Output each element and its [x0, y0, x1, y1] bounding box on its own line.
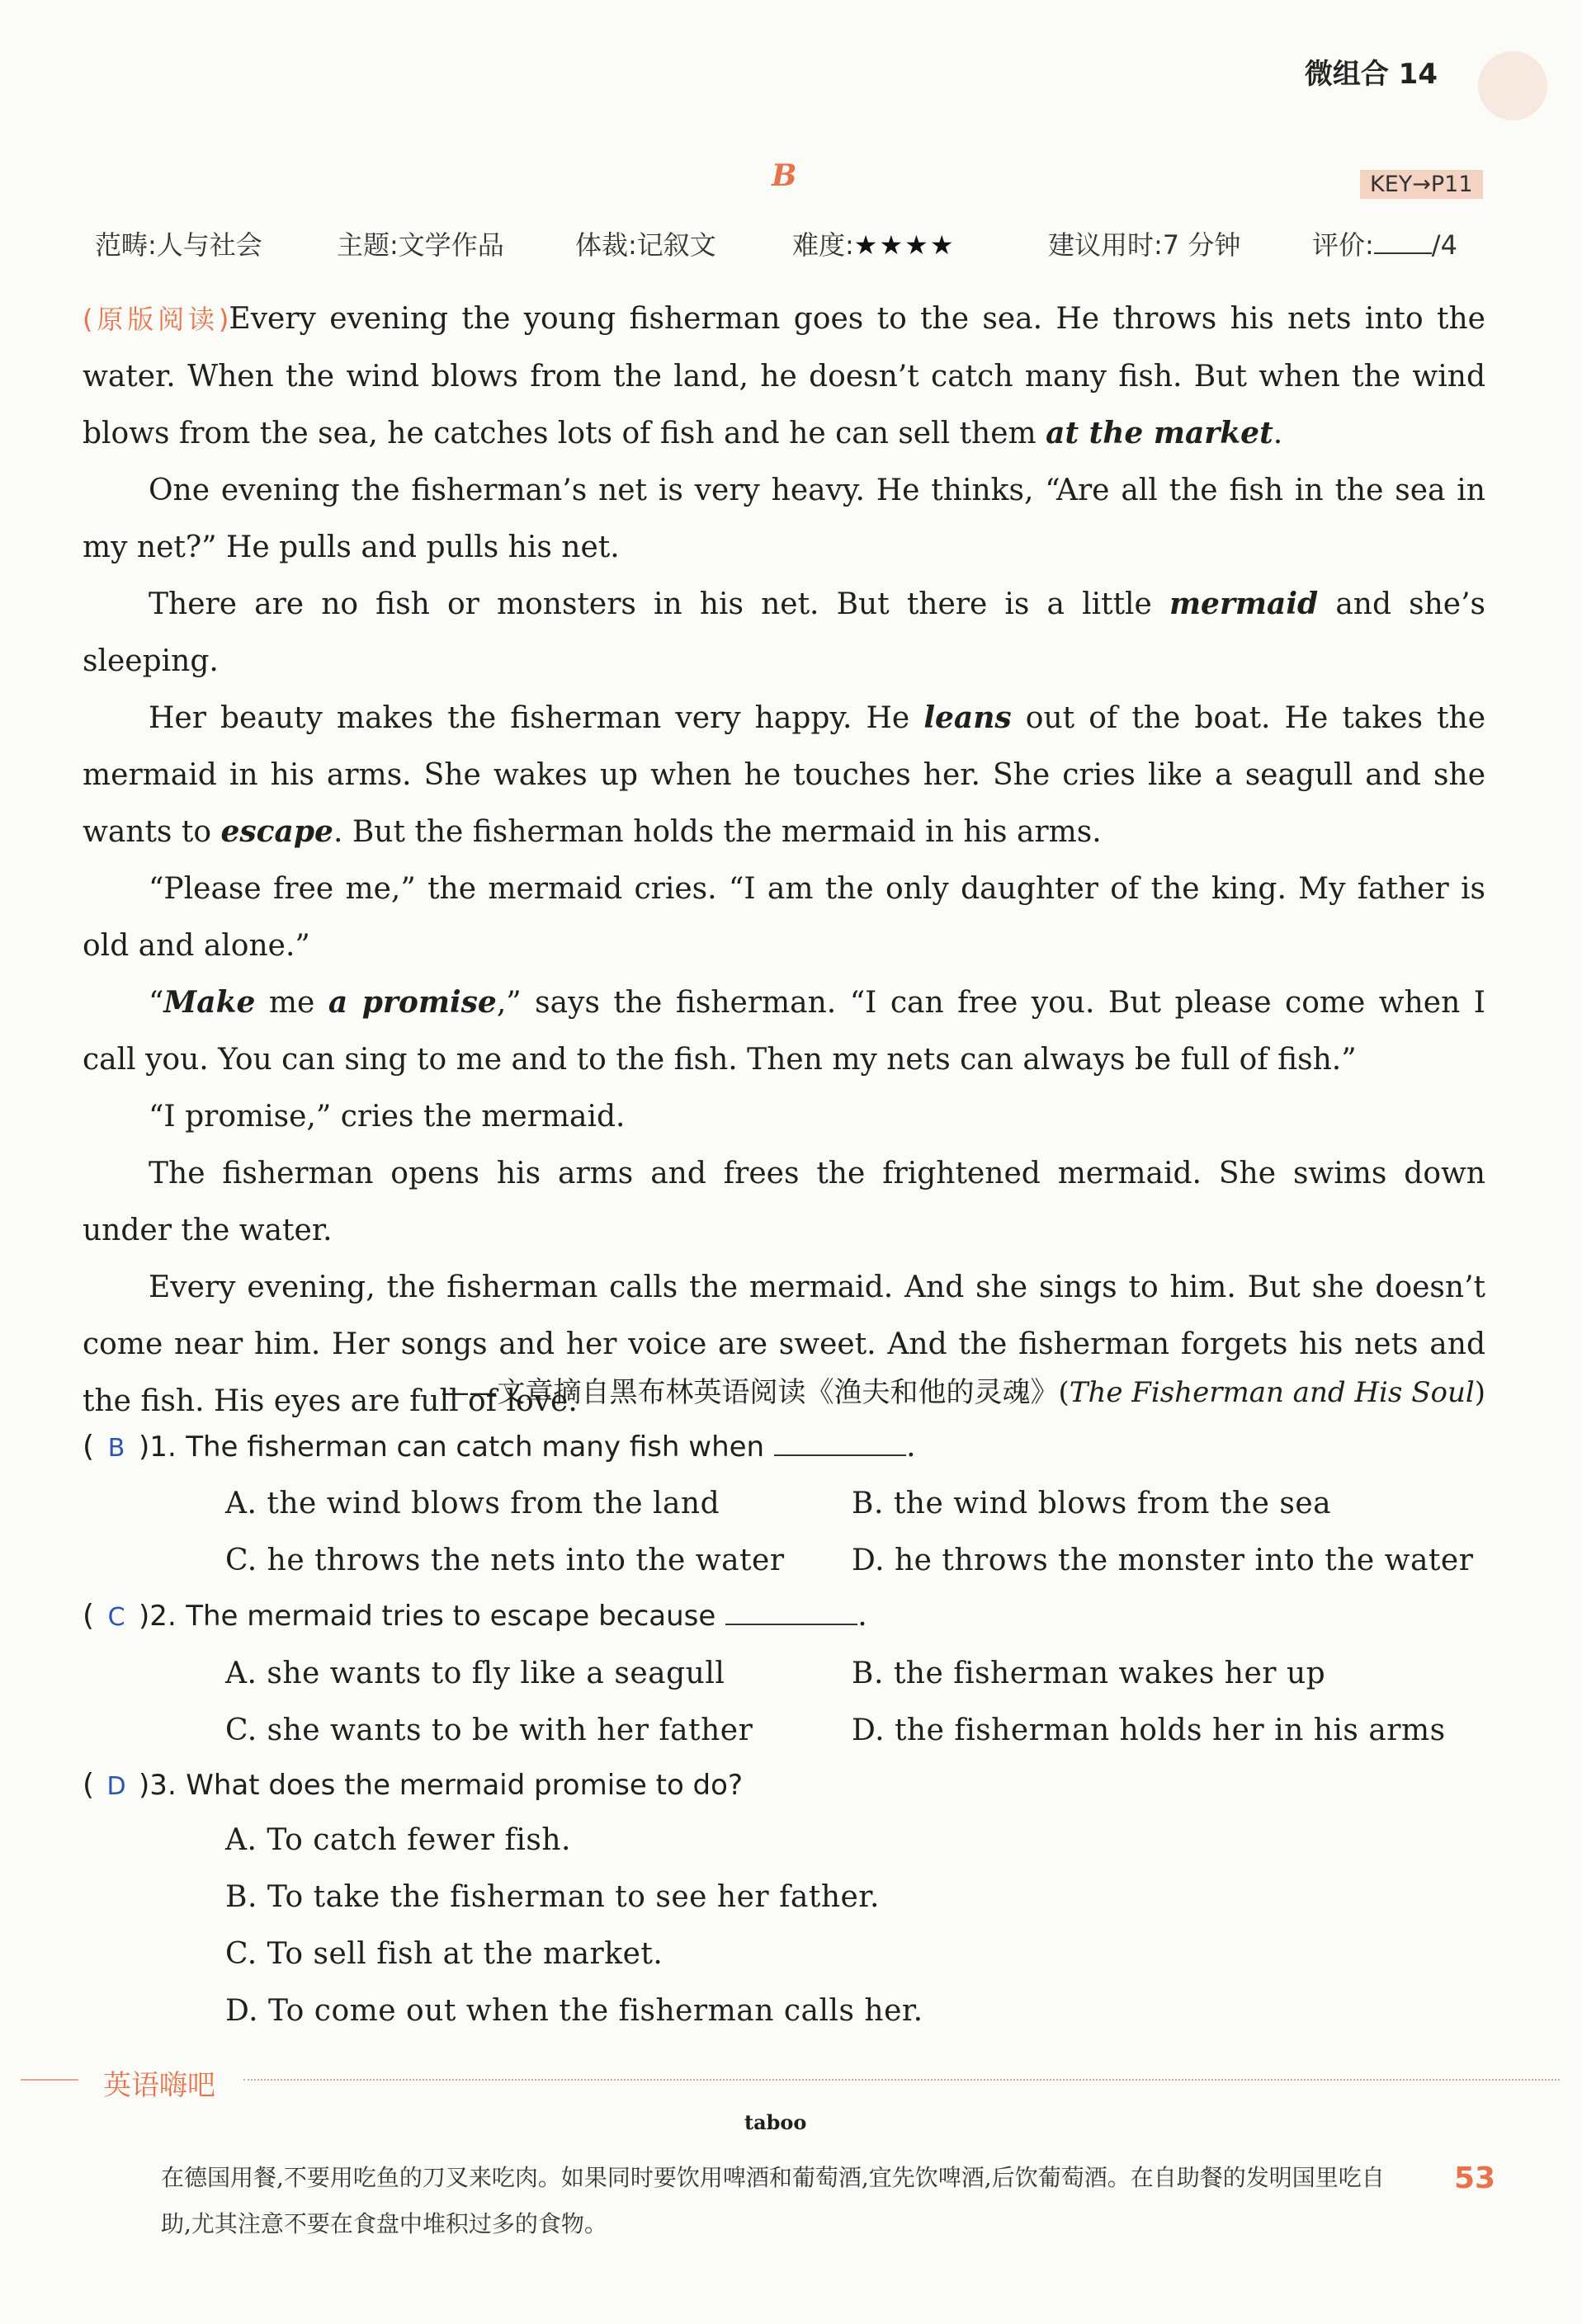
- question-1: ( B )1. The fisherman can catch many fish when .: [83, 1430, 916, 1464]
- answer-mark[interactable]: B: [107, 1434, 125, 1463]
- question-2: ( C )2. The mermaid tries to escape because .: [83, 1599, 867, 1633]
- citation-prefix: ——文章摘自黑布林英语阅读《渔夫和他的灵魂》(: [441, 1376, 1070, 1409]
- option-c[interactable]: C. To sell fish at the market.: [225, 1937, 663, 1971]
- question-end: .: [857, 1599, 867, 1633]
- paragraph-1: [83, 290, 1485, 462]
- paragraph-text: “: [149, 986, 164, 1020]
- option-b[interactable]: B. the fisherman wakes her up: [852, 1657, 1326, 1690]
- paragraph-6: [83, 974, 1485, 1088]
- paragraph-text: There are no fish or monsters in his net. But there is a little: [149, 587, 1169, 621]
- footer-divider-left: [21, 2079, 78, 2081]
- paragraph-text: Every evening the young fisherman goes to the sea. He throws his nets into the water. When the wind blows from the land, he doesn’t catch many fish. But when the wind blows from the sea, he catches lots of fish and he can sell them: [83, 302, 1485, 450]
- question-stem: The mermaid tries to escape because: [186, 1600, 716, 1633]
- question-stem: The fisherman can catch many fish when: [186, 1431, 765, 1464]
- keyword: at the market: [1046, 416, 1273, 450]
- score-label: 评价:: [1312, 229, 1374, 261]
- option-d[interactable]: D. the fisherman holds her in his arms: [852, 1714, 1446, 1747]
- page-number: 53: [1454, 2161, 1496, 2195]
- source-citation: [442, 1369, 1486, 1410]
- keyword: a promise: [328, 985, 497, 1020]
- question-end: .: [906, 1430, 916, 1464]
- keyword: escape: [220, 814, 333, 849]
- option-a[interactable]: A. she wants to fly like a seagull: [225, 1657, 725, 1690]
- citation-suffix: ): [1474, 1376, 1485, 1409]
- paragraph-3: [83, 576, 1485, 690]
- paragraph-2: One evening the fisherman’s net is very heavy. He thinks, “Are all the fish in the sea in my net?” He pulls and pulls his net.: [83, 474, 1485, 564]
- paragraph-text: Her beauty makes the fisherman very happy. He: [149, 701, 924, 735]
- keyword: leans: [923, 700, 1012, 735]
- paragraph-text: ,” says the fisherman. “I can free you. But please come when I call you. You can sing to me and to the fish. Then my nets can always be full of fish.”: [83, 986, 1486, 1077]
- meta-score: [1312, 224, 1457, 262]
- meta-difficulty: [792, 224, 956, 262]
- meta-theme: 主题:文学作品: [337, 229, 504, 261]
- paragraph-4: [83, 690, 1485, 860]
- meta-genre: 体裁:记叙文: [575, 229, 716, 261]
- page-header-title: 微组合 14: [1304, 58, 1438, 91]
- option-b[interactable]: B. the wind blows from the sea: [852, 1487, 1332, 1520]
- answer-key-reference: KEY→P11: [1360, 170, 1483, 199]
- option-a[interactable]: A. To catch fewer fish.: [225, 1823, 571, 1857]
- footer-culture-note: 在德国用餐,不要用吃鱼的刀叉来吃肉。如果同时要饮用啤酒和葡萄酒,宜先饮啤酒,后饮葡萄酒。在自助餐的发明国里吃自助,尤其注意不要在食盘中堆积过多的食物。: [161, 2164, 1385, 2237]
- paragraph-text: and she’s sleeping.: [83, 587, 1485, 678]
- option-d[interactable]: D. To come out when the fisherman calls her.: [225, 1994, 923, 2028]
- footer-section-label: 英语嗨吧: [103, 2069, 215, 2102]
- paragraph-5: “Please free me,” the mermaid cries. “I am the only daughter of the king. My father is old and alone.”: [83, 872, 1485, 963]
- paragraph-7: “I promise,” cries the mermaid.: [149, 1100, 626, 1134]
- question-number: )2.: [139, 1600, 177, 1633]
- footer-divider: [243, 2079, 1560, 2081]
- source-tag: (原版阅读): [83, 304, 229, 335]
- question-number: )1.: [139, 1431, 177, 1464]
- paragraph-text: out of the boat. He takes the mermaid in his arms. She wakes up when he touches her. She cries like a seagull and she wants to: [83, 701, 1485, 849]
- question-3: ( D )3. What does the mermaid promise to do?: [83, 1768, 743, 1802]
- footer-vocabulary-word: taboo: [744, 2110, 807, 2134]
- meta-category: 范畴:人与社会: [95, 229, 262, 261]
- difficulty-label: 难度:: [792, 229, 854, 261]
- score-blank[interactable]: [1374, 231, 1432, 254]
- answer-blank[interactable]: [774, 1431, 906, 1456]
- reading-passage: [83, 290, 1485, 1430]
- section-letter: B: [772, 158, 797, 193]
- paragraph-text: me: [255, 986, 328, 1020]
- answer-mark[interactable]: C: [107, 1603, 125, 1632]
- option-c[interactable]: C. she wants to be with her father: [225, 1714, 753, 1747]
- option-a[interactable]: A. the wind blows from the land: [225, 1487, 720, 1520]
- option-d[interactable]: D. he throws the monster into the water: [852, 1544, 1474, 1577]
- score-total: /4: [1431, 229, 1457, 261]
- paragraph-9: Every evening, the fisherman calls the mermaid. And she sings to him. But she doesn’t come near him. Her songs and her voice are sweet. And the fisherman forgets his nets and the fish. His eyes are full of love.: [83, 1270, 1485, 1418]
- difficulty-stars: ★★★★: [853, 229, 956, 261]
- citation-title: The Fisherman and His Soul: [1069, 1376, 1475, 1409]
- paragraph-text: . But the fisherman holds the mermaid in his arms.: [333, 815, 1102, 849]
- answer-mark[interactable]: D: [106, 1772, 126, 1801]
- keyword: mermaid: [1169, 587, 1319, 621]
- paragraph-8: The fisherman opens his arms and frees the frightened mermaid. She swims down under the water.: [83, 1157, 1485, 1247]
- question-number: )3.: [139, 1769, 177, 1802]
- paragraph-text: .: [1273, 417, 1283, 450]
- option-c[interactable]: C. he throws the nets into the water: [225, 1544, 785, 1577]
- keyword: Make: [163, 985, 256, 1020]
- passage-meta-row: [95, 224, 1498, 261]
- meta-time: 建议用时:7 分钟: [1048, 229, 1241, 261]
- question-stem: What does the mermaid promise to do?: [186, 1769, 743, 1802]
- corner-decoration: [1478, 51, 1547, 120]
- option-b[interactable]: B. To take the fisherman to see her father.: [225, 1880, 881, 1914]
- answer-blank[interactable]: [725, 1600, 857, 1625]
